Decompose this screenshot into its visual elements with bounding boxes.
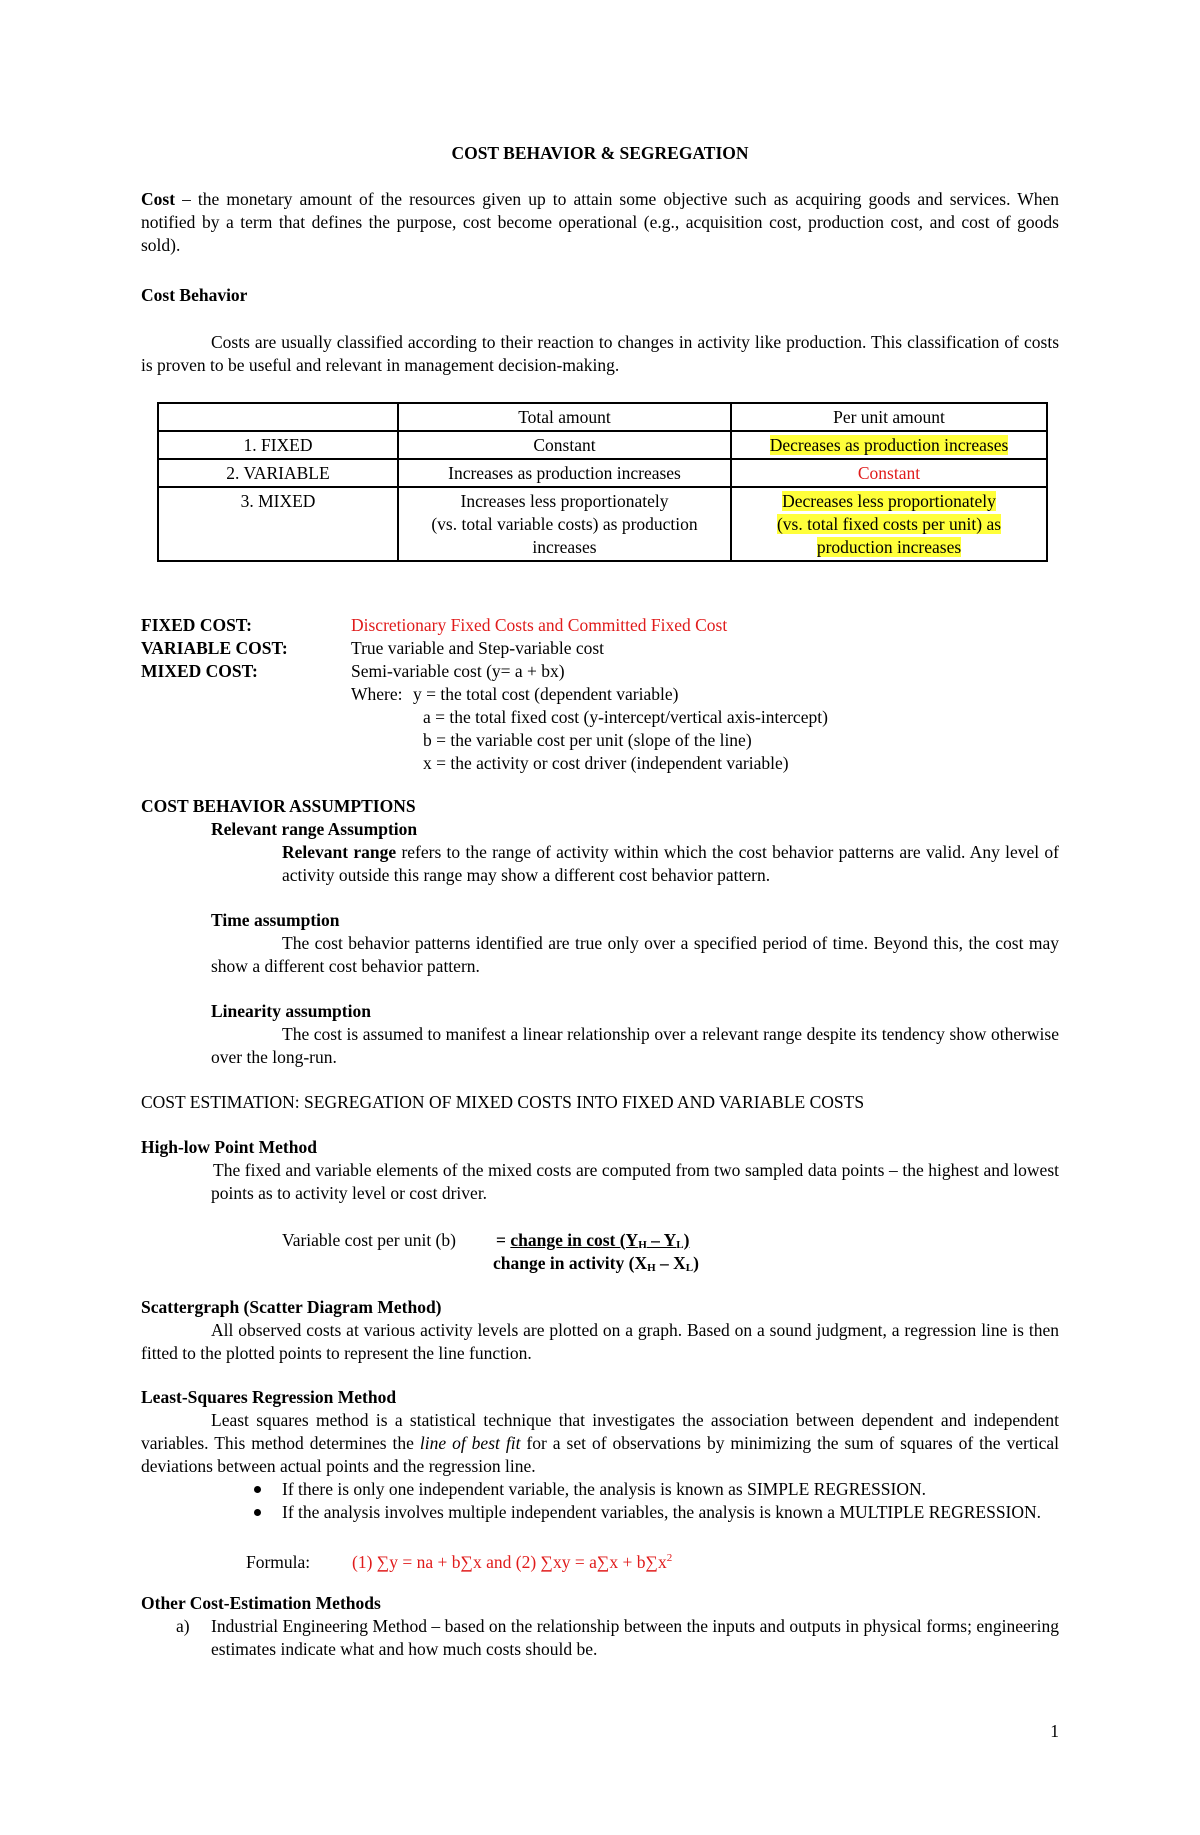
least-squares-heading: Least-Squares Regression Method (141, 1387, 397, 1407)
variable-cost-label: VARIABLE COST: (141, 638, 288, 658)
cost-behavior-intro: Costs are usually classified according to their reaction to changes in activity like production. This classification of costs is proven to be useful and relevant in management decision-making. (141, 332, 1059, 375)
formula-den-part: – X (655, 1253, 686, 1273)
formula-num-part: change in cost (Y (510, 1230, 639, 1250)
highlighted-text: (vs. total fixed costs per unit) as (776, 514, 1002, 534)
least-squares-bullets (246, 1478, 1059, 1524)
list-item: Industrial Engineering Method – based on the relationship between the inputs and outputs in physical forms; engineering estimates indicate what and how much costs should be. (211, 1616, 1059, 1659)
variable-cost-line (141, 637, 1059, 660)
formula-den-part: change in activity (X (493, 1253, 648, 1273)
table-cell-line: increases (532, 537, 597, 557)
table-cell-label: 3. MIXED (158, 487, 398, 561)
table-header-row (158, 403, 1047, 431)
formula-den-sub: L (685, 1262, 694, 1274)
least-squares-formula (352, 1552, 672, 1572)
mixed-cost-value: Semi-variable cost (y= a + bx) (351, 661, 565, 681)
least-squares-text-part: Least squares method is a statistical technique that investigates the association between dependent and independent variables. This method determines the (141, 1410, 1059, 1453)
table-cell-line: Increases less proportionately (460, 491, 669, 511)
relevant-range-term: Relevant range (282, 842, 397, 862)
table-header-cell (158, 403, 398, 431)
cost-term: Cost (141, 189, 176, 209)
list-item: If there is only one independent variable, the analysis is known as SIMPLE REGRESSION. (246, 1478, 1059, 1501)
linearity-assumption-heading: Linearity assumption (211, 1001, 371, 1021)
table-cell-line: (vs. total variable costs) as production (431, 514, 698, 534)
cost-types-block (141, 614, 1059, 775)
least-squares-text (141, 1409, 1059, 1478)
variable-cost-value: True variable and Step-variable cost (351, 638, 605, 658)
table-row (158, 487, 1047, 561)
formula-den-part: ) (693, 1253, 699, 1273)
cost-definition-text: – the monetary amount of the resources given up to attain some objective such as acquiring goods and services. When notified by a term that defines the purpose, cost become operational (e.g., acquisition cost, production cost, and cost of goods sold). (141, 189, 1059, 255)
high-low-formula-label: Variable cost per unit (b) (282, 1230, 456, 1250)
time-assumption-text: The cost behavior patterns identified are true only over a specified period of time. Beyond this, the cost may show a different cost behavior pattern. (211, 933, 1059, 976)
table-cell-label: 1. FIXED (158, 431, 398, 459)
table-cell-unit: Constant (731, 459, 1047, 487)
where-item: b = the variable cost per unit (slope of the line) (423, 730, 752, 750)
table-header-cell: Total amount (398, 403, 731, 431)
where-label: Where: (351, 684, 403, 704)
formula-equals: = (496, 1230, 511, 1250)
table-cell-unit (731, 431, 1047, 459)
cost-behavior-table (157, 402, 1048, 562)
relevant-range-heading: Relevant range Assumption (211, 819, 418, 839)
fixed-cost-label: FIXED COST: (141, 615, 253, 635)
high-low-text: The fixed and variable elements of the mixed costs are computed from two sampled data points – the highest and lowest points as to activity level or cost driver. (211, 1160, 1059, 1203)
page-title: COST BEHAVIOR & SEGREGATION (451, 143, 749, 163)
highlighted-text: Decreases as production increases (769, 435, 1009, 455)
formula-label: Formula: (246, 1552, 311, 1572)
formula-numerator-text (510, 1230, 689, 1250)
time-assumption-heading: Time assumption (211, 910, 340, 930)
other-methods-heading: Other Cost-Estimation Methods (141, 1593, 381, 1613)
high-low-formula-denominator (493, 1252, 699, 1280)
relevant-range-text (282, 841, 1059, 887)
formula-num-part: ) (683, 1230, 690, 1250)
formula-num-part: – Y (646, 1230, 677, 1250)
table-cell-total: Increases as production increases (398, 459, 731, 487)
least-squares-formula-line (246, 1547, 672, 1574)
table-header-cell: Per unit amount (731, 403, 1047, 431)
page-number: 1 (1050, 1721, 1059, 1741)
formula-den-sub: H (647, 1262, 656, 1274)
scattergraph-heading: Scattergraph (Scatter Diagram Method) (141, 1297, 442, 1317)
highlighted-text: production increases (816, 537, 962, 557)
table-cell-total (398, 487, 731, 561)
relevant-range-body: refers to the range of activity within which the cost behavior patterns are valid. Any level of activity outside this range may show a different cost behavior pattern. (282, 842, 1059, 885)
high-low-heading: High-low Point Method (141, 1137, 317, 1157)
where-item: x = the activity or cost driver (independent variable) (423, 753, 789, 773)
where-item: y = the total cost (dependent variable) (413, 684, 679, 704)
where-line (141, 683, 1059, 706)
mixed-cost-label: MIXED COST: (141, 661, 258, 681)
list-item: If the analysis involves multiple independent variables, the analysis is known a MULTIPLE REGRESSION. (246, 1501, 1059, 1524)
formula-superscript: 2 (666, 1552, 673, 1564)
least-squares-italic: line of best fit (419, 1433, 521, 1453)
table-cell-unit (731, 487, 1047, 561)
table-cell-label: 2. VARIABLE (158, 459, 398, 487)
table-cell-total: Constant (398, 431, 731, 459)
cost-behavior-heading: Cost Behavior (141, 285, 248, 305)
highlighted-text: Decreases less proportionately (782, 491, 996, 511)
estimation-heading: COST ESTIMATION: SEGREGATION OF MIXED COSTS INTO FIXED AND VARIABLE COSTS (141, 1092, 865, 1112)
least-squares-text-part: for a set of observations by minimizing the sum of squares of the vertical deviations between actual points and the regression line. (141, 1433, 1059, 1476)
fixed-cost-value: Discretionary Fixed Costs and Committed Fixed Cost (351, 615, 728, 635)
assumptions-heading: COST BEHAVIOR ASSUMPTIONS (141, 796, 416, 816)
formula-num-sub: L (676, 1239, 684, 1251)
where-item: a = the total fixed cost (y-intercept/vertical axis-intercept) (423, 707, 828, 727)
list-marker: a) (176, 1616, 190, 1636)
formula-num-sub: H (638, 1239, 647, 1251)
table-row (158, 431, 1047, 459)
mixed-cost-line (141, 660, 1059, 683)
cost-definition (141, 188, 1059, 257)
scattergraph-text: All observed costs at various activity levels are plotted on a graph. Based on a sound judgment, a regression line is then fitted to the plotted points to represent the line function. (141, 1320, 1059, 1363)
fixed-cost-line (141, 614, 1059, 637)
linearity-assumption-text: The cost is assumed to manifest a linear relationship over a relevant range despite its tendency show otherwise over the long-run. (211, 1024, 1059, 1067)
table-row (158, 459, 1047, 487)
formula-text: (1) ∑y = na + b∑x and (2) ∑xy = a∑x + b∑x (352, 1552, 667, 1572)
